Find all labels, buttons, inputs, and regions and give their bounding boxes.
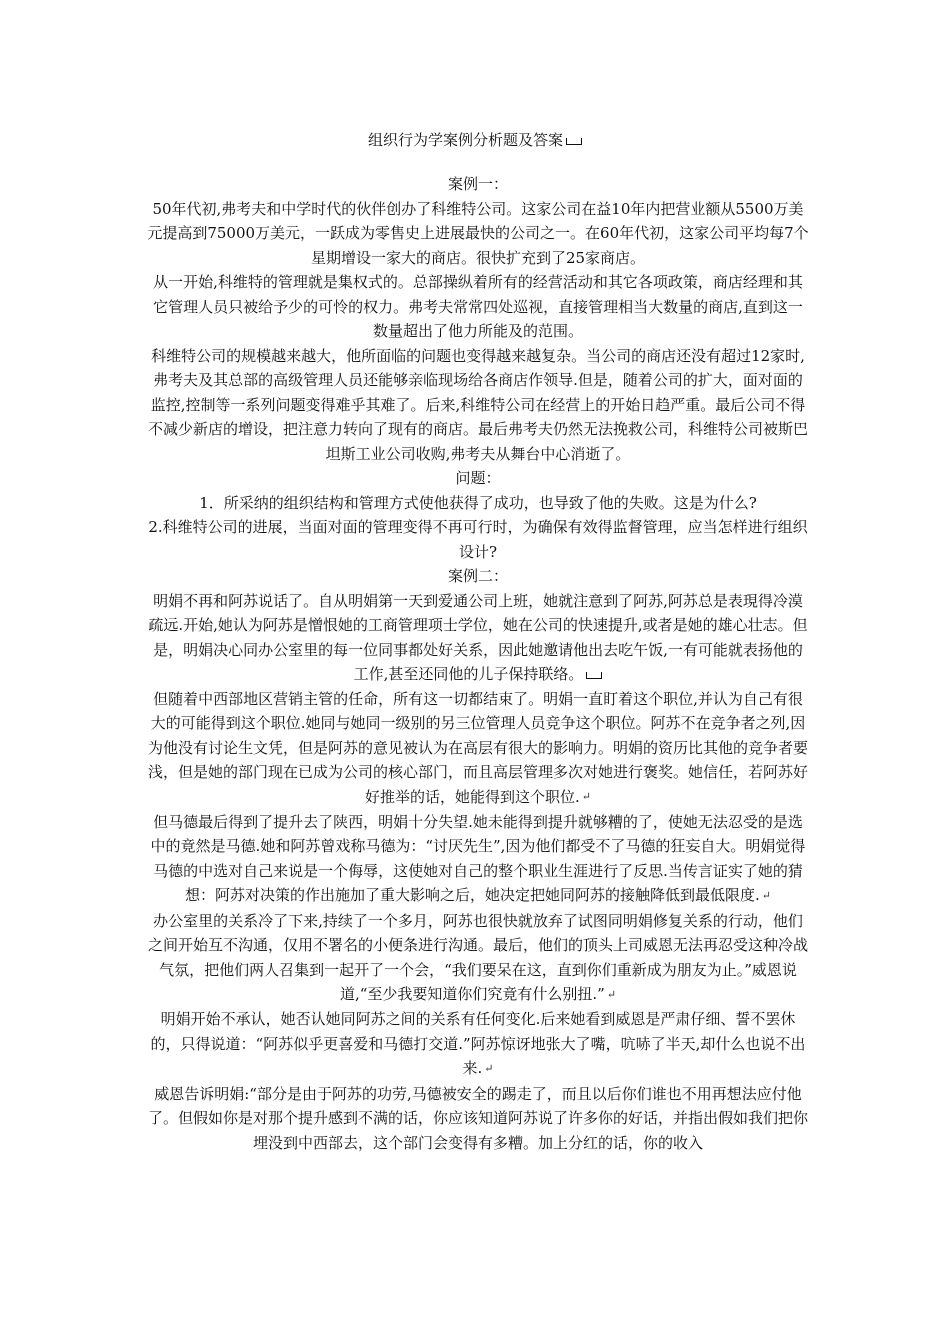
question-1: 1．所采纳的组织结构和管理方式使他获得了成功，也导致了他的失败。这是为什么?: [199, 493, 757, 512]
document-body: [146, 172, 810, 1155]
questions-heading: 问题：: [455, 469, 501, 487]
case2-paragraph-3-text: 但马德最后得到了提升去了陕西，明娟十分失望.她未能得到提升就够糟的了，使她无法忍受的是选中的竟然是马德.她和阿苏曾戏称马德为：“讨厌先生”,因为他们都受不了马德的狂妄自大。明娟觉得马德的中选对自己来说是一个侮辱，这使她对自己的整个职业生涯进行了反思.当传言证实了她的猜想：阿苏对决策的作出施加了重大影响之后，她决定把她同阿苏的接触降低到最低限度.: [150, 812, 806, 905]
case1-paragraph-2: 从一开始,科维特的管理就是集权式的。总部操纵着所有的经营活动和其它各项政策，商店经理和其它管理人员只被给予少的可怜的权力。弗考夫常常四处巡视，直接管理相当大数量的商店,直到这一数量超出了他力所能及的范围。: [153, 273, 803, 340]
case2-paragraph-1-text: 明娟不再和阿苏说话了。自从明娟第一天到爱通公司上班，她就注意到了阿苏,阿苏总是表現得冷漠疏远.开始,她认为阿苏是憎恨她的工商管理项士学位，她在公司的快速提升,或者是她的雄心壮志。但是，明娟决心同办公室里的每一位同事都处好关系，因此她邀请他出去吃午饭,一有可能就表扬他的工作,甚至还同他的儿子保持联络。: [148, 591, 808, 683]
case2-paragraph-3: [146, 810, 810, 909]
question-2: 2.科维特公司的进展，当面对面的管理变得不再可行时，为确保有效得监督管理，应当怎样进行组织设计?: [148, 518, 808, 561]
case2-paragraph-1: [146, 589, 810, 687]
case1-heading: 案例一：: [447, 175, 508, 193]
return-mark-icon: ↵: [484, 1062, 494, 1075]
return-mark-icon: ↵: [761, 889, 771, 902]
paragraph-mark-icon: [566, 138, 582, 145]
return-mark-icon: ↵: [581, 790, 591, 804]
case2-heading: 案例二：: [447, 567, 508, 585]
case2-paragraph-5: [146, 1007, 810, 1081]
return-mark-icon: ↵: [606, 987, 617, 1001]
document-title-text: 组织行为学案例分析题及答案: [367, 131, 563, 149]
case1-paragraph-1: 50年代初,弗考夫和中学时代的伙伴创办了科维特公司。这家公司在益10年内把营业额从5500万美元提高到75000万美元，一跃成为零售史上进展最快的公司之一。在60年代初，这家公司平均每7个星期增设一家大的商店。很快扩充到了25家商店。: [147, 199, 809, 267]
case1-paragraph-3: 科维特公司的规模越来越大，他所面临的问题也变得越来越复杂。当公司的商店还没有超过12家时,弗考夫及其总部的高级管理人员还能够亲临现场给各商店作领导.但是，随着公司的扩大，面对面的监控,控制等一系列问题变得难乎其难了。后来,科维特公司在经营上的开始日趋严重。最后公司不得不减少新店的增设，把注意力转向了现有的商店。最后弗考夫仍然无法挽救公司，科维特公司被斯巴坦斯工业公司收购,弗考夫从舞台中心消逝了。: [147, 346, 808, 463]
case2-paragraph-4: [146, 909, 810, 1008]
case2-paragraph-2: [146, 687, 810, 810]
case2-paragraph-4-text: 办公室里的关系冷了下来,持续了一个多月，阿苏也很快就放弃了试图同明娟修复关系的行动，他们之间开始互不沟通，仅用不署名的小便条进行沟通。最后，他们的顶头上司威恩无法再忍受这种冷战气氛，把他们两人召集到一起开了一个会，“我们要呆在这，直到你们重新成为朋友为止。”威恩说道,“至少我要知道你们究竟有什么别扭.”: [147, 911, 808, 1003]
paragraph-mark-icon: [586, 672, 602, 679]
case2-paragraph-5-text: 明娟开始不承认，她否认她同阿苏之间的关系有任何变化.后来她看到威恩是严肃仔细、誓不罢休的，只得说道：“阿苏似乎更喜爱和马德打交道.”阿苏惊讶地张大了嘴，吭哧了半天,却什么也说不出来.: [150, 1010, 806, 1078]
case2-paragraph-2-text: 但随着中西部地区营销主管的任命，所有这一切都结束了。明娟一直盯着这个职位,并认为自己有很大的可能得到这个职位.她同与她同一级别的另三位管理人员竞争这个职位。阿苏不在竞争者之列,因为他没有讨论生文凭，但是阿苏的意见被认为在高层有很大的影响力。明娟的资历比其他的竞争者要浅，但是她的部门现在已成为公司的核心部门，而且高层管理多次对她进行褒奖。她信任，若阿苏好好推举的话，她能得到这个职位.: [147, 689, 808, 806]
document-title: [0, 128, 950, 152]
case2-paragraph-6: 威恩告诉明娟:“部分是由于阿苏的功劳,马德被安全的踢走了，而且以后你们谁也不用再想法应付他了。但假如你是对那个提升感到不满的话，你应该知道阿苏说了许多你的好话，并指出假如我们把你埋没到中西部去，这个部门会变得有多糟。加上分红的话，你的收入: [147, 1084, 808, 1152]
